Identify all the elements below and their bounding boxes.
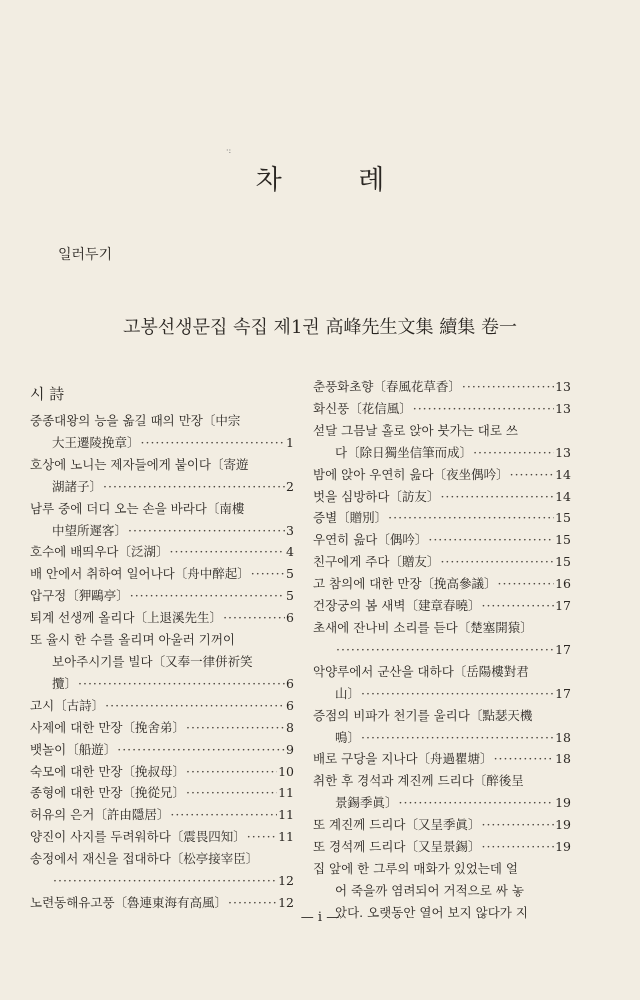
toc-entry-title: 湖諸子〕 (52, 478, 103, 494)
toc-page-number: 6 (286, 697, 294, 713)
toc-entry (313, 705, 571, 749)
toc-entry-title: 춘풍화초향〔春風花草香〕 (313, 379, 461, 394)
toc-entry (30, 498, 294, 542)
toc-page-number: 10 (278, 763, 294, 779)
toc-entry (313, 398, 571, 420)
leader-dots (361, 727, 554, 749)
toc-page-number: 13 (555, 444, 571, 460)
toc-entry-title: 中望所遲客〕 (52, 522, 128, 538)
toc-left-list (30, 410, 294, 914)
leader-dots (413, 398, 554, 420)
toc-entry (313, 573, 571, 595)
leader-dots (481, 836, 554, 858)
page-title (0, 158, 640, 197)
leader-dots (103, 476, 285, 498)
leader-dots (498, 573, 555, 595)
toc-entry-title: 밤에 앉아 우연히 읊다〔夜坐偶吟〕 (313, 466, 509, 482)
toc-page-number: 18 (555, 751, 571, 767)
toc-entry-title: 증별〔贈別〕 (313, 510, 388, 526)
toc-page-number: 17 (555, 598, 571, 614)
leader-dots (399, 792, 555, 814)
toc-page-number: 4 (286, 544, 294, 560)
toc-page-number: 15 (555, 532, 571, 548)
toc-page-number: 15 (555, 510, 571, 526)
toc-entry (30, 607, 294, 629)
leader-dots (440, 551, 554, 573)
toc-page-number: 1 (286, 434, 294, 450)
toc-entry (313, 486, 571, 508)
toc-page-number: 19 (555, 817, 571, 833)
toc-page-number: 11 (278, 807, 294, 823)
toc-page-number: 14 (555, 488, 571, 504)
leader-dots (361, 683, 554, 705)
toc-entry (313, 661, 571, 705)
toc-entry-title: 또 율시 한 수를 올리며 아울러 기꺼이 (30, 632, 235, 648)
toc-entry (313, 420, 571, 464)
toc-entry (30, 848, 294, 892)
toc-entry (30, 410, 294, 454)
title-char-1: 차 (255, 165, 282, 196)
toc-page-number: 5 (286, 588, 294, 604)
toc-page-number: 5 (286, 566, 294, 582)
toc-entry (313, 551, 571, 573)
toc-entry-title: 중종대왕의 능을 옮길 때의 만장〔中宗 (30, 413, 241, 428)
toc-entry (313, 595, 571, 617)
toc-right-list (313, 376, 571, 924)
toc-entry (30, 563, 294, 585)
toc-entry-title: 배 안에서 취하여 일어나다〔舟中醉起〕 (30, 566, 250, 582)
toc-page-number: 6 (286, 675, 294, 691)
toc-entry-title: 집 앞에 한 그루의 매화가 있었는데 얼 (313, 860, 518, 876)
leader-dots (494, 748, 555, 770)
toc-entry-title: 건장궁의 봄 새벽〔建章春曉〕 (313, 598, 481, 614)
toc-entry (30, 585, 294, 607)
section-heading: 시 詩 (30, 385, 65, 403)
toc-entry-title: 았다. 오랫동안 열어 보지 않다가 지 (335, 904, 528, 920)
toc-page-number: 17 (555, 641, 571, 657)
toc-entry-title: 大王遷陵挽章〕 (52, 434, 140, 450)
toc-entry-title: 고시〔古詩〕 (30, 697, 105, 713)
toc-entry-title: 景錫季眞〕 (335, 795, 398, 811)
toc-page-number: 18 (555, 729, 571, 745)
toc-entry (313, 748, 571, 770)
toc-entry-title: 취한 후 경석과 계진께 드리다〔醉後呈 (313, 773, 524, 789)
toc-page-number: 13 (555, 400, 571, 416)
toc-entry (313, 464, 571, 486)
leader-dots (141, 432, 286, 454)
volume-heading: 고봉선생문집 속집 제1권 高峰先生文集 續集 卷一 (123, 317, 517, 338)
toc-entry (313, 814, 571, 836)
leader-dots (388, 507, 554, 529)
toc-left-column (30, 378, 294, 914)
toc-entry (313, 836, 571, 858)
toc-page-number: 2 (286, 478, 294, 494)
toc-entry-title: 鳴〕 (335, 729, 361, 745)
toc-entry-title: 뱃놀이〔船遊〕 (30, 741, 117, 757)
print-speck: ·: (226, 146, 232, 155)
leader-dots (130, 585, 285, 607)
toc-entry (30, 717, 294, 739)
toc-page-number: 19 (555, 839, 571, 855)
toc-entry-title: 또 경석께 드리다〔又呈景錫〕 (313, 839, 481, 855)
title-char-2: 례 (358, 165, 385, 196)
leader-dots (462, 376, 554, 398)
leader-dots (473, 442, 554, 464)
leader-dots (440, 486, 554, 508)
toc-entry-title: 악양루에서 군산을 대하다〔岳陽樓對君 (313, 663, 529, 679)
toc-page-number: 12 (278, 894, 294, 910)
leader-dots (336, 639, 554, 661)
toc-entry-title: 허유의 은거〔許由隱居〕 (30, 807, 170, 823)
toc-entry-title: 우연히 읊다〔偶吟〕 (313, 532, 428, 548)
toc-entry-title: 남루 중에 더디 오는 손을 바라다〔南樓 (30, 500, 245, 516)
toc-right-column (313, 376, 571, 924)
leader-dots (510, 464, 554, 486)
leader-dots (481, 595, 554, 617)
toc-entry (30, 541, 294, 563)
toc-entry-title: 퇴계 선생께 올리다〔上退溪先生〕 (30, 610, 223, 626)
toc-entry (30, 804, 294, 826)
toc-entry (30, 761, 294, 783)
leader-dots (186, 782, 277, 804)
toc-entry-title: 화신풍〔花信風〕 (313, 400, 412, 416)
toc-entry-title: 증점의 비파가 천기를 울리다〔點瑟天機 (313, 707, 533, 723)
toc-entry-title: 어 죽을까 염려되어 거적으로 싸 놓 (335, 882, 524, 898)
toc-entry (30, 739, 294, 761)
leader-dots (428, 529, 554, 551)
page-number: — i — (300, 910, 340, 925)
leader-dots (117, 739, 285, 761)
toc-page-number: 11 (278, 829, 294, 845)
toc-entry-title: 攬〕 (52, 675, 78, 691)
leader-dots (251, 563, 285, 585)
toc-entry-title: 양진이 사지를 두려워하다〔震畏四知〕 (30, 829, 246, 845)
leader-dots (247, 826, 277, 848)
toc-entry (313, 770, 571, 814)
toc-page-number: 19 (555, 795, 571, 811)
leader-dots (186, 761, 277, 783)
toc-entry-title: 친구에게 주다〔贈友〕 (313, 554, 440, 570)
toc-page-number: 15 (555, 554, 571, 570)
leader-dots (186, 717, 285, 739)
toc-entry-title: 배로 구당을 지나다〔舟過瞿塘〕 (313, 751, 493, 767)
toc-entry (30, 782, 294, 804)
toc-entry-title: 호상에 노니는 제자들에게 붙이다〔寄遊 (30, 456, 249, 472)
intro-heading: 일러두기 (58, 247, 113, 263)
toc-entry (313, 617, 571, 661)
toc-entry-title: 노련동해유고풍〔魯連東海有高風〕 (30, 894, 228, 910)
leader-dots (223, 607, 285, 629)
toc-page-number: 12 (278, 873, 294, 889)
leader-dots (105, 695, 285, 717)
leader-dots (53, 870, 277, 892)
toc-page-number: 13 (555, 379, 571, 394)
toc-entry (30, 826, 294, 848)
toc-entry-title: 고 참의에 대한 만장〔挽高參議〕 (313, 576, 497, 592)
toc-entry-title: 벗을 심방하다〔訪友〕 (313, 488, 440, 504)
toc-entry-title: 숙모에 대한 만장〔挽叔母〕 (30, 763, 185, 779)
toc-entry-title: 송정에서 재신을 접대하다〔松亭接宰臣〕 (30, 851, 259, 867)
toc-entry (313, 529, 571, 551)
leader-dots (170, 804, 277, 826)
toc-entry (313, 507, 571, 529)
toc-page-number: 11 (278, 785, 294, 801)
toc-entry (30, 629, 294, 695)
toc-page-number: 8 (286, 719, 294, 735)
toc-entry-title: 山〕 (335, 685, 361, 701)
toc-entry-title: 섣달 그믐날 홀로 앉아 붓가는 대로 쓰 (313, 422, 518, 438)
leader-dots (170, 541, 286, 563)
leader-dots (78, 673, 285, 695)
toc-entry-title: 초새에 잔나비 소리를 듣다〔楚塞開猿〕 (313, 619, 533, 635)
toc-entry-title: 호수에 배띄우다〔泛湖〕 (30, 544, 169, 560)
toc-page-number: 14 (555, 466, 571, 482)
toc-page-number: 9 (286, 741, 294, 757)
leader-dots (481, 814, 554, 836)
toc-page-number: 6 (286, 610, 294, 626)
leader-dots (128, 520, 285, 542)
toc-page-number: 16 (555, 576, 571, 592)
toc-entry-title: 사제에 대한 만장〔挽舍弟〕 (30, 719, 185, 735)
toc-page-number: 3 (286, 522, 294, 538)
toc-entry (30, 454, 294, 498)
toc-entry-title: 다〔除日獨坐信筆而成〕 (335, 444, 473, 460)
toc-entry (313, 376, 571, 398)
toc-page-number: 17 (555, 685, 571, 701)
toc-entry (30, 695, 294, 717)
toc-entry-title: 압구정〔狎鷗亭〕 (30, 588, 129, 604)
toc-entry-title: 종형에 대한 만장〔挽從兄〕 (30, 785, 185, 801)
toc-entry-title: 또 계진께 드리다〔又呈季眞〕 (313, 817, 481, 833)
toc-entry-title: 보아주시기를 빌다〔又奉一律併祈笑 (52, 653, 253, 669)
